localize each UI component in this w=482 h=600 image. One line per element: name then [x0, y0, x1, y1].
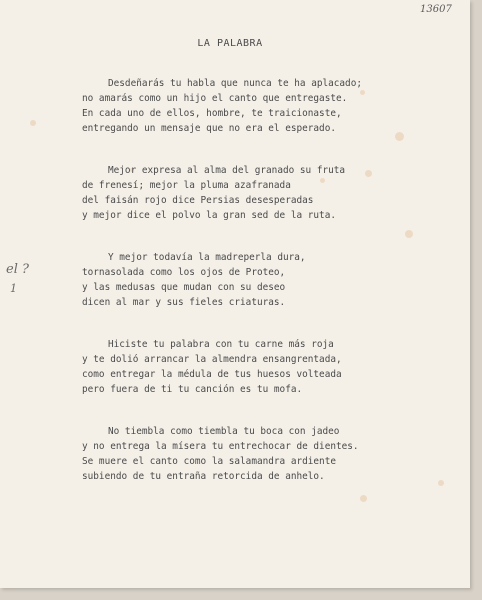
archive-number: 13607 [420, 4, 452, 15]
poem-line: entregando un mensaje que no era el esperado. [82, 123, 336, 134]
stanza [82, 337, 472, 397]
poem-line: Mejor expresa al alma del granado su fruta [108, 165, 346, 176]
poem-title: LA PALABRA [197, 38, 263, 49]
stanza [82, 424, 472, 484]
poem-line: Desdeñarás tu habla que nunca te ha aplacado; [108, 78, 362, 89]
poem-line: No tiembla como tiembla tu boca con jadeo [108, 426, 340, 437]
paper-stain [30, 120, 36, 126]
poem-line: tornasolada como los ojos de Proteo, [82, 267, 286, 278]
poem-line: En cada uno de ellos, hombre, te traicionaste, [82, 108, 342, 119]
poem-line: y mejor dice el polvo la gran sed de la ruta. [82, 210, 336, 221]
poem-line: y no entrega la mísera tu entrechocar de dientes. [82, 441, 359, 452]
margin-note: 1 [10, 282, 17, 295]
poem-line: no amarás como un hijo el canto que entregaste. [82, 93, 348, 104]
poem-line: como entregar la médula de tus huesos volteada [82, 369, 342, 380]
stanza [82, 76, 472, 136]
poem-line: de frenesí; mejor la pluma azafranada [82, 180, 291, 191]
poem-line: Y mejor todavía la madreperla dura, [108, 252, 306, 263]
poem-line: y te dolió arrancar la almendra ensangrentada, [82, 354, 342, 365]
stanza [82, 250, 472, 310]
poem-line: del faisán rojo dice Persias desesperadas [82, 195, 314, 206]
poem-body [82, 76, 472, 511]
margin-note: el ? [6, 262, 29, 277]
stanza [82, 163, 472, 223]
poem-line: subiendo de tu entraña retorcida de anhelo. [82, 471, 325, 482]
poem-line: Hiciste tu palabra con tu carne más roja [108, 339, 334, 350]
poem-line: pero fuera de ti tu canción es tu mofa. [82, 384, 303, 395]
poem-line: Se muere el canto como la salamandra ardiente [82, 456, 336, 467]
poem-line: y las medusas que mudan con su deseo [82, 282, 286, 293]
poem-line: dicen al mar y sus fieles criaturas. [82, 297, 286, 308]
